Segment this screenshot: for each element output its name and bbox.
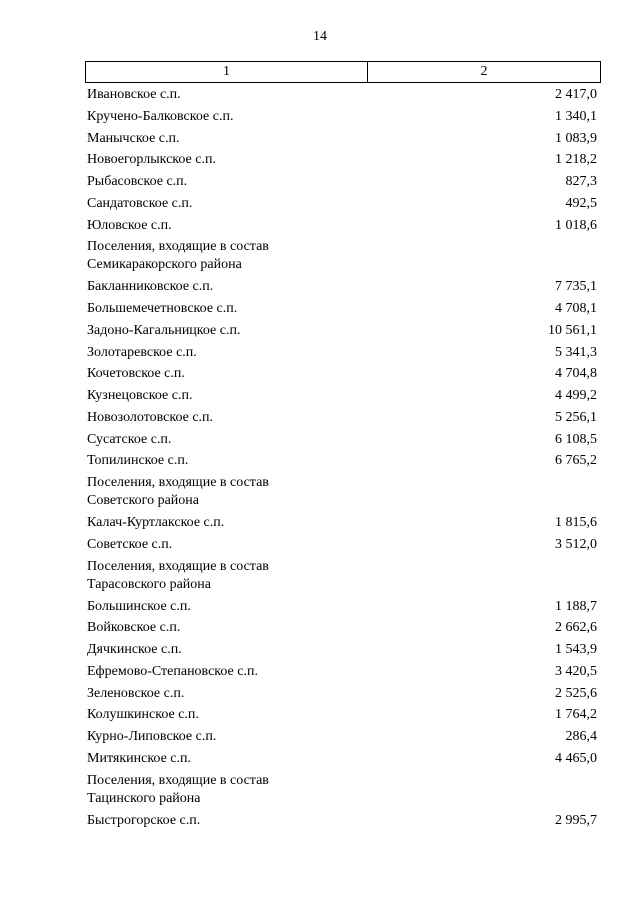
settlement-name: Дячкинское с.п. xyxy=(87,642,182,657)
settlement-name: Калач-Куртлакское с.п. xyxy=(87,515,225,530)
group-heading: Поселения, входящие в состав Советского района xyxy=(87,475,269,508)
settlement-name: Колушкинское с.п. xyxy=(87,707,199,723)
settlement-name: Сусатское с.п. xyxy=(87,431,172,447)
table-row xyxy=(87,108,597,126)
settlement-name: Сандатовское с.п. xyxy=(87,195,193,211)
table-row xyxy=(87,300,597,318)
settlement-value: 1 188,7 xyxy=(555,598,597,614)
table-body xyxy=(87,86,597,833)
table-row xyxy=(87,217,597,235)
table-header-col-1: 1 xyxy=(86,62,368,82)
table-row xyxy=(87,365,597,383)
group-heading-row xyxy=(87,474,597,510)
table-row xyxy=(87,431,597,449)
settlement-value: 2 662,6 xyxy=(555,620,597,636)
settlement-value: 827,3 xyxy=(565,174,597,189)
settlement-value: 4 465,0 xyxy=(555,750,597,766)
settlement-name: Юловское с.п. xyxy=(87,217,172,233)
table-row xyxy=(87,344,597,362)
settlement-value: 286,4 xyxy=(565,729,597,744)
table-row xyxy=(87,685,597,703)
settlement-value: 6 108,5 xyxy=(555,431,597,447)
settlement-value: 1 018,6 xyxy=(555,217,597,233)
settlement-value: 2 525,6 xyxy=(555,685,597,701)
settlement-value: 4 704,8 xyxy=(555,366,597,382)
settlement-name: Зеленовское с.п. xyxy=(87,685,185,701)
settlement-name: Новозолотовское с.п. xyxy=(87,409,214,425)
settlement-value: 4 499,2 xyxy=(555,388,597,403)
table-row xyxy=(87,452,597,470)
settlement-name: Золотаревское с.п. xyxy=(87,344,197,360)
table-row xyxy=(87,278,597,296)
settlement-name: Большемечетновское с.п. xyxy=(87,301,238,316)
settlement-name: Кочетовское с.п. xyxy=(87,366,185,382)
settlement-value: 1 543,9 xyxy=(555,642,597,657)
table-row xyxy=(87,728,597,746)
settlement-value: 2 995,7 xyxy=(555,812,597,828)
table-header xyxy=(85,61,601,83)
table-row xyxy=(87,641,597,659)
group-heading-row xyxy=(87,772,597,808)
settlement-value: 492,5 xyxy=(565,195,597,211)
group-heading: Поселения, входящие в состав Тацинского района xyxy=(87,772,269,806)
settlement-name: Кузнецовское с.п. xyxy=(87,388,193,403)
table-header-col-2: 2 xyxy=(480,64,488,79)
settlement-value: 1 815,6 xyxy=(555,515,597,530)
page-number: 14 xyxy=(313,29,327,44)
settlement-name: Топилинское с.п. xyxy=(87,453,189,469)
settlement-value: 5 256,1 xyxy=(555,409,597,425)
table-row xyxy=(87,151,597,169)
settlement-value: 1 764,2 xyxy=(555,707,597,723)
settlement-name: Бакланниковское с.п. xyxy=(87,279,214,295)
settlement-name: Манычское с.п. xyxy=(87,130,180,146)
settlement-value: 6 765,2 xyxy=(555,453,597,469)
table-row xyxy=(87,598,597,616)
group-heading: Поселения, входящие в состав Тарасовского района xyxy=(87,558,269,592)
settlement-name: Новоегорлыкское с.п. xyxy=(87,152,216,168)
settlement-name: Курно-Липовское с.п. xyxy=(87,729,217,744)
table-row xyxy=(87,130,597,148)
table-row xyxy=(87,86,597,104)
table-row xyxy=(87,409,597,427)
settlement-value: 4 708,1 xyxy=(555,301,597,316)
settlement-value: 1 218,2 xyxy=(555,152,597,168)
table-row xyxy=(87,173,597,191)
settlement-name: Войковское с.п. xyxy=(87,620,181,636)
table-row xyxy=(87,812,597,830)
table-row xyxy=(87,322,597,340)
settlement-value: 5 341,3 xyxy=(555,344,597,360)
settlement-name: Советское с.п. xyxy=(87,536,173,552)
table-row xyxy=(87,663,597,681)
table-row xyxy=(87,706,597,724)
group-heading-row xyxy=(87,238,597,274)
settlement-value: 10 561,1 xyxy=(548,322,597,338)
settlement-name: Ивановское с.п. xyxy=(87,87,181,102)
table-row xyxy=(87,619,597,637)
table-row xyxy=(87,195,597,213)
settlement-name: Ефремово-Степановское с.п. xyxy=(87,663,258,679)
group-heading-row xyxy=(87,558,597,594)
settlement-name: Задоно-Кагальницкое с.п. xyxy=(87,322,241,338)
settlement-name: Кручено-Балковское с.п. xyxy=(87,108,234,124)
settlement-name: Рыбасовское с.п. xyxy=(87,174,188,189)
table-row xyxy=(87,536,597,554)
group-heading: Поселения, входящие в состав Семикаракорского района xyxy=(87,239,269,273)
table-row xyxy=(87,750,597,768)
settlement-name: Большинское с.п. xyxy=(87,598,191,614)
settlement-value: 2 417,0 xyxy=(555,87,597,102)
settlement-name: Быстрогорское с.п. xyxy=(87,812,201,828)
settlement-value: 3 420,5 xyxy=(555,663,597,679)
settlement-value: 1 083,9 xyxy=(555,130,597,146)
settlement-value: 7 735,1 xyxy=(555,279,597,295)
table-row xyxy=(87,387,597,405)
table-row xyxy=(87,514,597,532)
settlement-name: Митякинское с.п. xyxy=(87,750,191,766)
settlement-value: 1 340,1 xyxy=(555,108,597,124)
settlement-value: 3 512,0 xyxy=(555,536,597,552)
